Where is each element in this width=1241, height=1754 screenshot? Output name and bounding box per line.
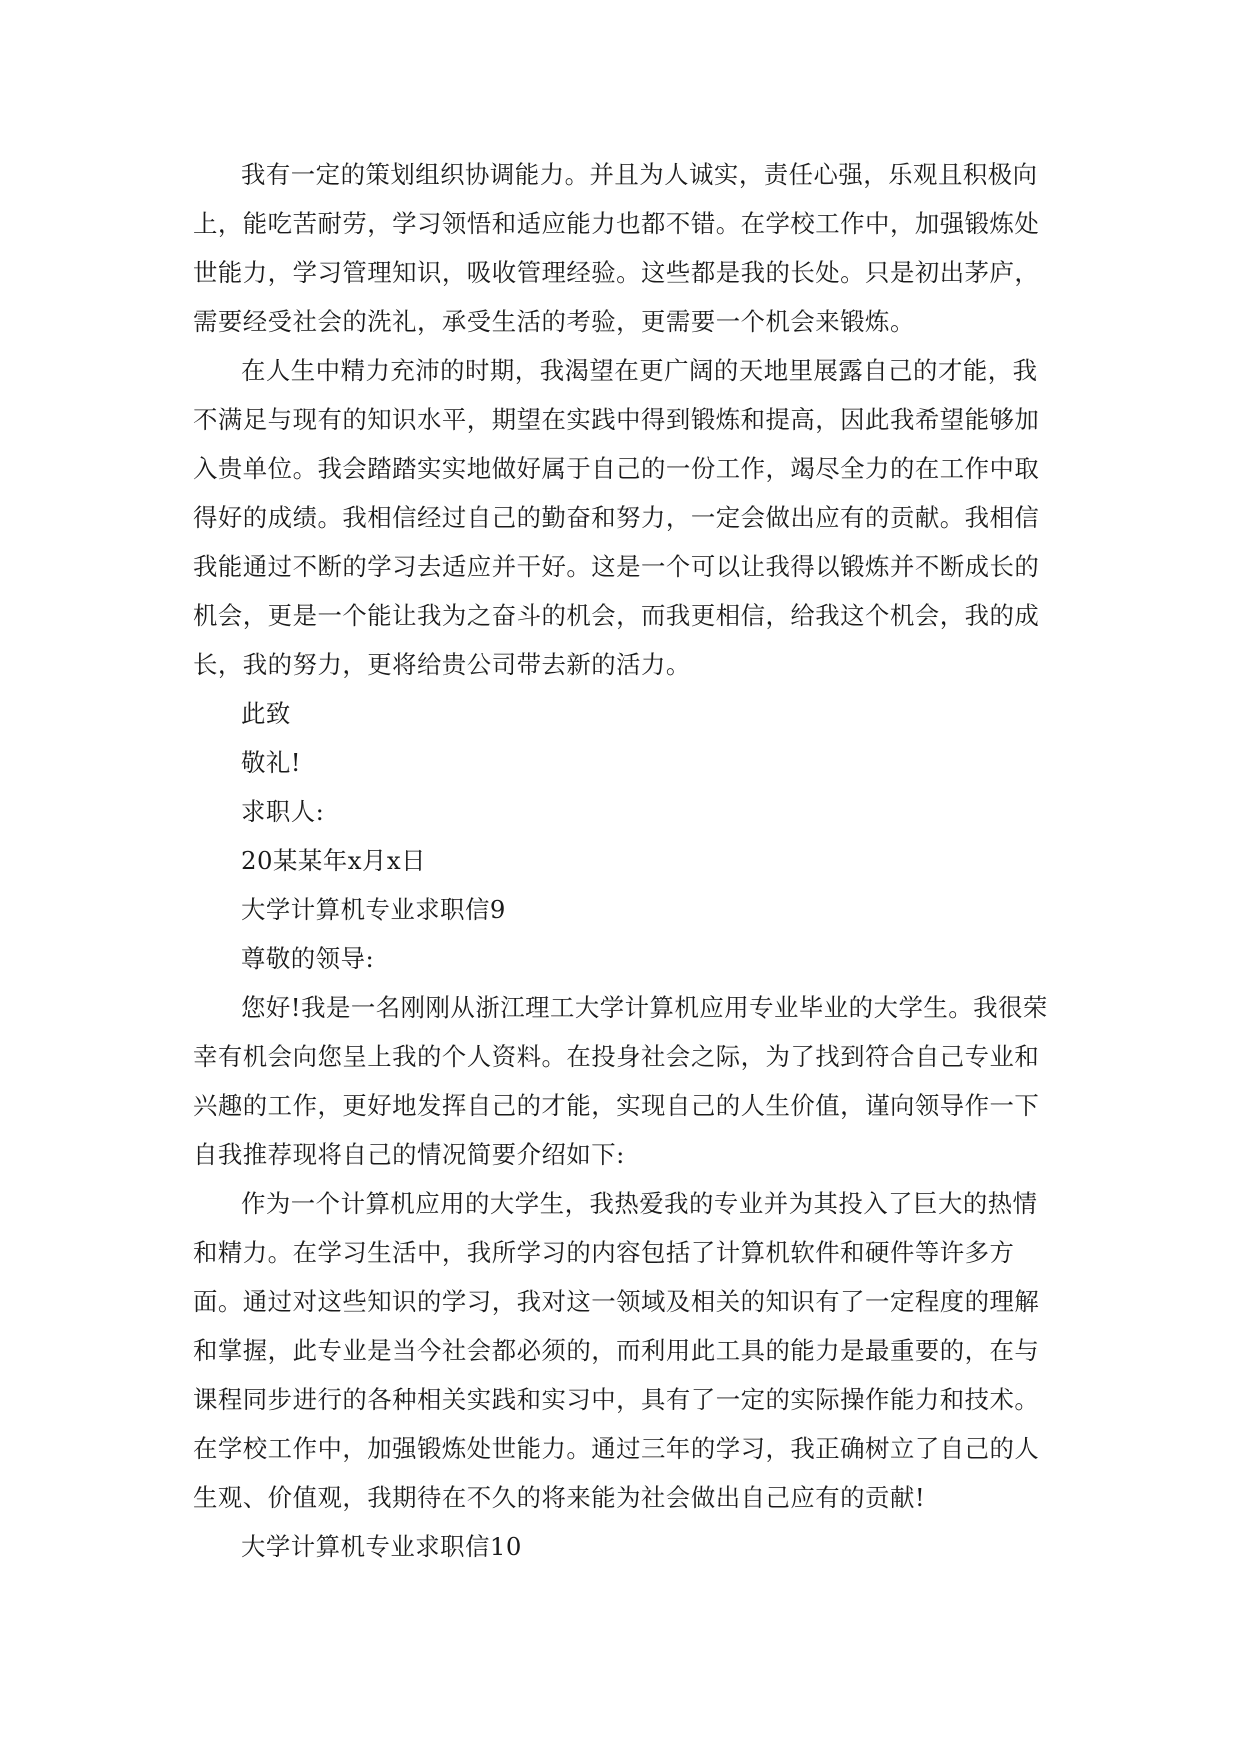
paragraph xyxy=(193,689,1053,738)
paragraph-line: 我能通过不断的学习去适应并干好。这是一个可以让我得以锻炼并不断成长的 xyxy=(193,552,1040,581)
paragraph-first-line: 求职人: xyxy=(241,797,325,826)
paragraph xyxy=(193,1179,1053,1522)
paragraph-first-line: 尊敬的领导: xyxy=(241,944,375,973)
paragraph-first-line: 作为一个计算机应用的大学生，我热爱我的专业并为其投入了巨大的热情 xyxy=(241,1189,1038,1218)
paragraph xyxy=(193,346,1053,689)
paragraph-line: 生观、价值观，我期待在不久的将来能为社会做出自己应有的贡献! xyxy=(193,1483,926,1512)
paragraph-first-line: 在人生中精力充沛的时期，我渴望在更广阔的天地里展露自己的才能，我 xyxy=(241,356,1038,385)
paragraph-line: 兴趣的工作，更好地发挥自己的才能，实现自己的人生价值，谨向领导作一下 xyxy=(193,1091,1040,1120)
paragraph-first-line: 此致 xyxy=(241,699,291,728)
paragraph xyxy=(193,150,1053,346)
paragraph-first-line: 大学计算机专业求职信9 xyxy=(241,895,506,924)
paragraph-first-line: 敬礼! xyxy=(241,748,302,777)
paragraph-line: 需要经受社会的洗礼，承受生活的考验，更需要一个机会来锻炼。 xyxy=(193,307,915,336)
paragraph xyxy=(193,885,1053,934)
paragraph-line: 面。通过对这些知识的学习，我对这一领域及相关的知识有了一定程度的理解 xyxy=(193,1287,1040,1316)
paragraph-line: 上，能吃苦耐劳，学习领悟和适应能力也都不错。在学校工作中，加强锻炼处 xyxy=(193,209,1040,238)
paragraph xyxy=(193,787,1053,836)
paragraph xyxy=(193,738,1053,787)
paragraph-line: 自我推荐现将自己的情况简要介绍如下: xyxy=(193,1140,625,1169)
paragraph-first-line: 您好!我是一名刚刚从浙江理工大学计算机应用专业毕业的大学生。我很荣 xyxy=(241,993,1048,1022)
paragraph-line: 和掌握，此专业是当今社会都必须的，而利用此工具的能力是最重要的，在与 xyxy=(193,1336,1040,1365)
paragraph xyxy=(193,836,1053,885)
paragraph-line: 不满足与现有的知识水平，期望在实践中得到锻炼和提高，因此我希望能够加 xyxy=(193,405,1040,434)
paragraph-line: 得好的成绩。我相信经过自己的勤奋和努力，一定会做出应有的贡献。我相信 xyxy=(193,503,1040,532)
paragraph xyxy=(193,983,1053,1179)
paragraph-line: 机会，更是一个能让我为之奋斗的机会，而我更相信，给我这个机会，我的成 xyxy=(193,601,1040,630)
paragraph-first-line: 大学计算机专业求职信10 xyxy=(241,1532,522,1561)
paragraph-first-line: 20某某年x月x日 xyxy=(241,846,427,875)
paragraph-line: 幸有机会向您呈上我的个人资料。在投身社会之际，为了找到符合自己专业和 xyxy=(193,1042,1040,1071)
paragraph xyxy=(193,1522,1053,1571)
paragraph-line: 长，我的努力，更将给贵公司带去新的活力。 xyxy=(193,650,691,679)
paragraph-line: 在学校工作中，加强锻炼处世能力。通过三年的学习，我正确树立了自己的人 xyxy=(193,1434,1040,1463)
document-body xyxy=(193,150,1053,1571)
paragraph-first-line: 我有一定的策划组织协调能力。并且为人诚实，责任心强，乐观且积极向 xyxy=(241,160,1038,189)
paragraph-line: 课程同步进行的各种相关实践和实习中，具有了一定的实际操作能力和技术。 xyxy=(193,1385,1040,1414)
paragraph-line: 入贵单位。我会踏踏实实地做好属于自己的一份工作，竭尽全力的在工作中取 xyxy=(193,454,1040,483)
paragraph-line: 世能力，学习管理知识，吸收管理经验。这些都是我的长处。只是初出茅庐， xyxy=(193,258,1040,287)
paragraph-line: 和精力。在学习生活中，我所学习的内容包括了计算机软件和硬件等许多方 xyxy=(193,1238,1015,1267)
paragraph xyxy=(193,934,1053,983)
